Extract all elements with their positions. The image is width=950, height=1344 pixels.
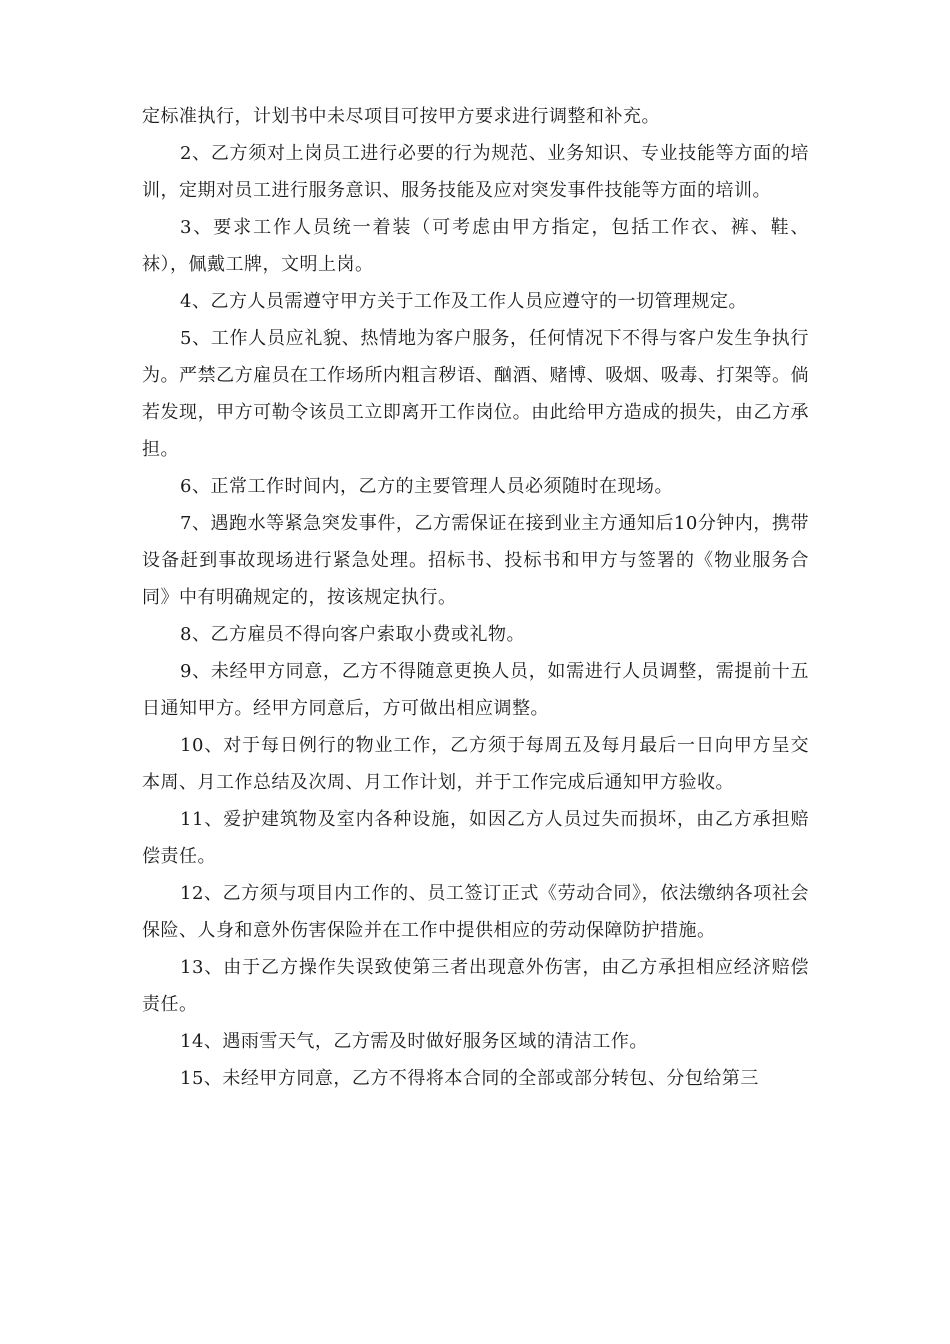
paragraph-item-9: 9、未经甲方同意，乙方不得随意更换人员，如需进行人员调整，需提前十五日通知甲方。经甲方同意后，方可做出相应调整。: [142, 661, 809, 719]
document-body: [142, 98, 809, 1097]
paragraph-item-8: 8、乙方雇员不得向客户索取小费或礼物。: [180, 624, 525, 645]
paragraph-item-7: 7、遇跑水等紧急突发事件，乙方需保证在接到业主方通知后10分钟内，携带设备赶到事故现场进行紧急处理。招标书、投标书和甲方与签署的《物业服务合同》中有明确规定的，按该规定执行。: [142, 513, 809, 608]
paragraph-item-15: 15、未经甲方同意，乙方不得将本合同的全部或部分转包、分包给第三: [180, 1068, 759, 1089]
paragraph-item-3: 3、要求工作人员统一着装（可考虑由甲方指定，包括工作衣、裤、鞋、袜），佩戴工牌，文明上岗。: [142, 217, 809, 275]
paragraph-item-12: 12、乙方须与项目内工作的、员工签订正式《劳动合同》，依法缴纳各项社会保险、人身和意外伤害保险并在工作中提供相应的劳动保障防护措施。: [142, 883, 809, 941]
paragraph-item-10: 10、对于每日例行的物业工作，乙方须于每周五及每月最后一日向甲方呈交本周、月工作总结及次周、月工作计划，并于工作完成后通知甲方验收。: [142, 735, 809, 793]
paragraph-item-14: 14、遇雨雪天气，乙方需及时做好服务区域的清洁工作。: [180, 1031, 648, 1052]
paragraph-item-4: 4、乙方人员需遵守甲方关于工作及工作人员应遵守的一切管理规定。: [180, 291, 747, 312]
paragraph-item-2: 2、乙方须对上岗员工进行必要的行为规范、业务知识、专业技能等方面的培训，定期对员工进行服务意识、服务技能及应对突发事件技能等方面的培训。: [142, 143, 809, 201]
paragraph-item-5: 5、工作人员应礼貌、热情地为客户服务，任何情况下不得与客户发生争执行为。严禁乙方雇员在工作场所内粗言秽语、酗酒、赌博、吸烟、吸毒、打架等。倘若发现，甲方可勒令该员工立即离开工作岗位。由此给甲方造成的损失，由乙方承担。: [142, 328, 809, 460]
paragraph-item-13: 13、由于乙方操作失误致使第三者出现意外伤害，由乙方承担相应经济赔偿责任。: [142, 957, 809, 1015]
paragraph-continuation: 定标准执行，计划书中未尽项目可按甲方要求进行调整和补充。: [142, 106, 660, 127]
paragraph-item-11: 11、爱护建筑物及室内各种设施，如因乙方人员过失而损坏，由乙方承担赔偿责任。: [142, 809, 809, 867]
paragraph-item-6: 6、正常工作时间内，乙方的主要管理人员必须随时在现场。: [180, 476, 673, 497]
